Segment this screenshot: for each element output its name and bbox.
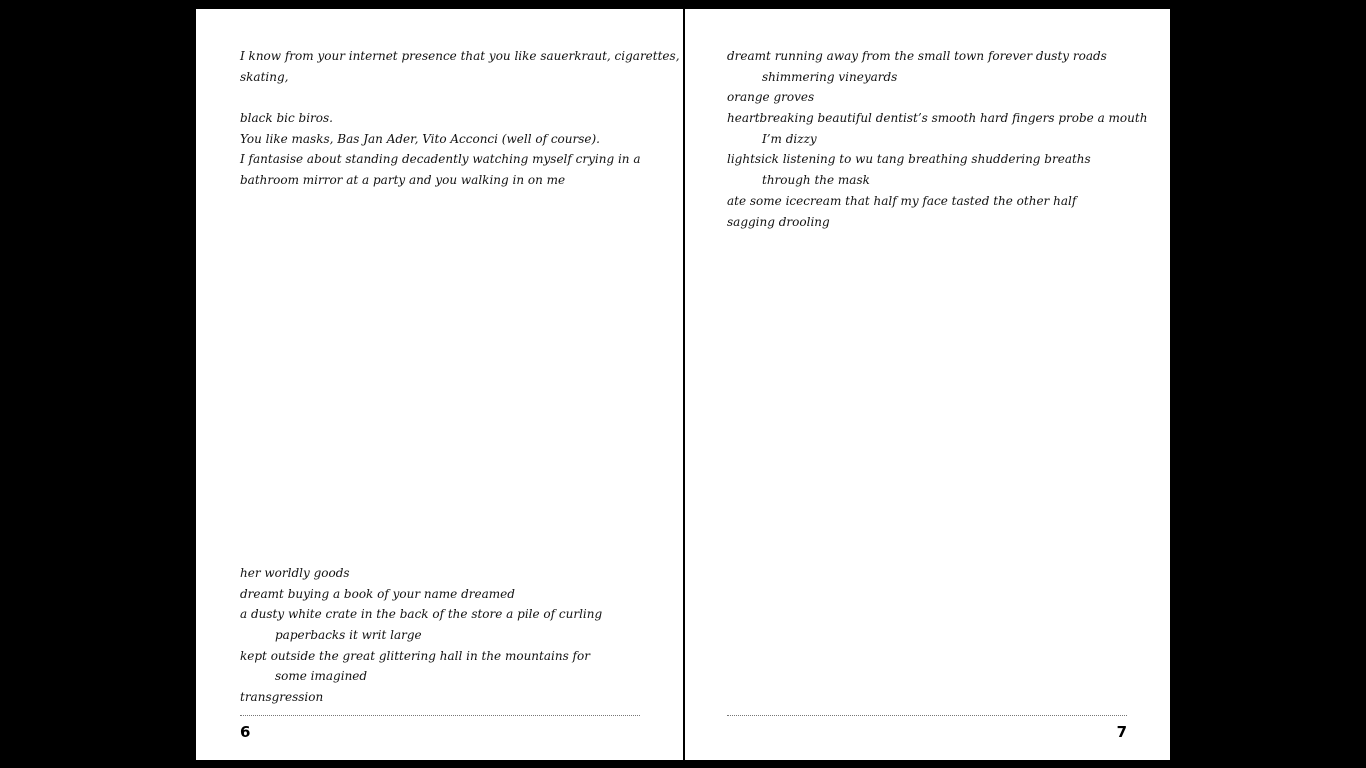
poem-line-indented: paperbacks it writ large xyxy=(275,628,422,643)
poem-line-indented: shimmering vineyards xyxy=(762,69,898,84)
page-number: 7 xyxy=(1116,723,1127,741)
footer-dotted-rule xyxy=(727,715,1127,716)
poem-line: skating, xyxy=(240,69,289,84)
poem-line: bathroom mirror at a party and you walking in on me xyxy=(240,173,566,188)
poem-line: her worldly goods xyxy=(240,566,350,580)
poem-line: ate some icecream that half my face tasted the other half xyxy=(727,193,1077,208)
poem-line: a dusty white crate in the back of the store a pile of curling xyxy=(240,607,603,622)
footer-dotted-rule xyxy=(240,715,640,716)
poem-line: dreamt running away from the small town forever dusty roads xyxy=(727,49,1107,63)
poem-line: transgression xyxy=(240,690,324,705)
poem-line-indented: some imagined xyxy=(275,669,368,684)
page-number: 6 xyxy=(240,723,251,741)
poem-line: heartbreaking beautiful dentist’s smooth hard fingers probe a mouth xyxy=(727,111,1148,126)
poem-line: I know from your internet presence that you like sauerkraut, cigarettes, xyxy=(240,49,680,63)
poem-line: kept outside the great glittering hall in the mountains for xyxy=(240,648,590,663)
poem-line-indented: through the mask xyxy=(762,173,870,188)
poem-line: orange groves xyxy=(727,90,815,105)
right-page xyxy=(685,9,1170,760)
poem-line: dreamt buying a book of your name dreamed xyxy=(240,586,515,601)
poem-line: I fantasise about standing decadently watching myself crying in a xyxy=(240,152,641,167)
right-page-stanza xyxy=(727,46,1147,232)
poem-line-indented: I’m dizzy xyxy=(762,131,817,146)
left-page-top-stanza xyxy=(240,46,680,191)
poem-line: sagging drooling xyxy=(727,214,830,229)
left-page-bottom-stanza xyxy=(240,563,650,708)
left-page xyxy=(196,9,683,760)
poem-line: You like masks, Bas Jan Ader, Vito Acconci (well of course). xyxy=(240,131,600,146)
stanza-break xyxy=(240,87,650,108)
poem-line: black bic biros. xyxy=(240,111,333,126)
poem-line: lightsick listening to wu tang breathing shuddering breaths xyxy=(727,152,1091,167)
